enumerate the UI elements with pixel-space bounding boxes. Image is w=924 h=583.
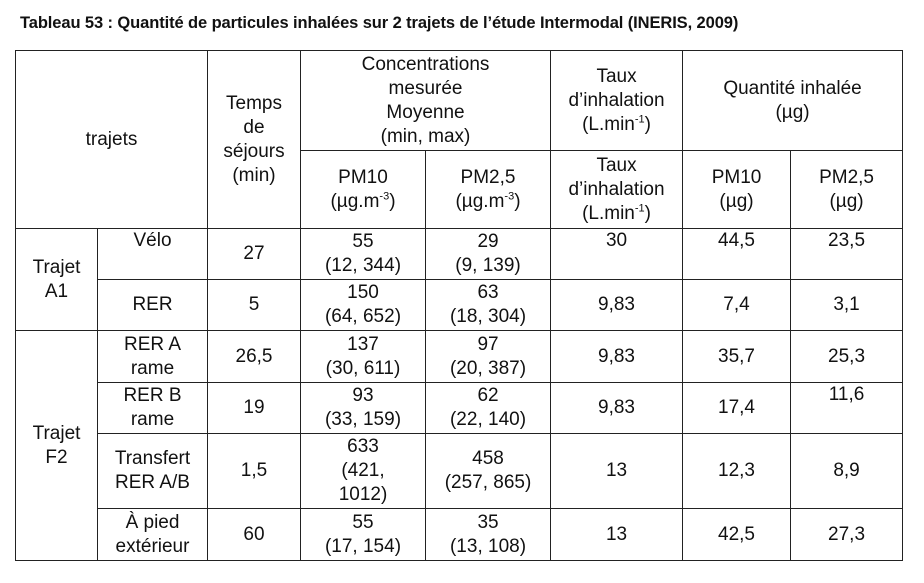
mode-cell: RER A rame	[98, 331, 208, 383]
taux-cell: 9,83	[551, 383, 683, 434]
mode-cell: Transfert RER A/B	[98, 434, 208, 509]
pm10-conc-cell: 55 (17, 154)	[301, 509, 426, 561]
q-pm10-cell: 17,4	[683, 383, 791, 434]
table-row	[16, 229, 903, 280]
table-caption: Tableau 53 : Quantité de particules inhalées sur 2 trajets de l’étude Intermodal (INERIS, 2009)	[20, 14, 739, 32]
pm25-conc-cell: 29 (9, 139)	[426, 229, 551, 280]
q-pm25-cell: 8,9	[791, 434, 903, 509]
table-row	[16, 331, 903, 383]
header-quantite-inhalee: Quantité inhalée (µg)	[683, 51, 903, 151]
q-pm25-cell: 27,3	[791, 509, 903, 561]
table-row	[16, 383, 903, 434]
header-trajets: trajets	[16, 51, 208, 229]
temps-cell: 27	[208, 229, 301, 280]
q-pm10-cell: 12,3	[683, 434, 791, 509]
header-pm10-conc: PM10 $(\mu g.m^{-3})$	[301, 151, 426, 229]
pm25-conc-cell: 62 (22, 140)	[426, 383, 551, 434]
table-row	[16, 509, 903, 561]
particles-table	[15, 50, 903, 561]
taux-cell: 9,83	[551, 280, 683, 331]
q-pm10-cell: 44,5	[683, 229, 791, 280]
header-taux-inhalation-sub: Taux d’inhalation $(L.\min^{-1})$	[551, 151, 683, 229]
q-pm10-cell: 35,7	[683, 331, 791, 383]
taux-cell: 13	[551, 434, 683, 509]
header-taux-inhalation: Taux d’inhalation $(L.\min^{-1})$	[551, 51, 683, 151]
mode-cell: À pied extérieur	[98, 509, 208, 561]
mode-cell: RER B rame	[98, 383, 208, 434]
taux-cell: 30	[551, 229, 683, 280]
pm10-conc-cell: 633 (421, 1012)	[301, 434, 426, 509]
group-trajet-f2: Trajet F2	[16, 331, 98, 561]
temps-cell: 60	[208, 509, 301, 561]
table-row	[16, 434, 903, 509]
temps-cell: 1,5	[208, 434, 301, 509]
header-temps: Temps de séjours (min)	[208, 51, 301, 229]
pm10-conc-cell: 137 (30, 611)	[301, 331, 426, 383]
pm10-conc-cell: 150 (64, 652)	[301, 280, 426, 331]
taux-cell: 9,83	[551, 331, 683, 383]
header-concentrations: Concentrations mesurée Moyenne (min, max)	[301, 51, 551, 151]
temps-cell: 5	[208, 280, 301, 331]
taux-cell: 13	[551, 509, 683, 561]
temps-cell: 19	[208, 383, 301, 434]
header-pm25-conc: PM2,5 $(\mu g.m^{-3})$	[426, 151, 551, 229]
pm25-conc-cell: 35 (13, 108)	[426, 509, 551, 561]
pm10-conc-cell: 55 (12, 344)	[301, 229, 426, 280]
q-pm25-cell: 25,3	[791, 331, 903, 383]
pm25-conc-cell: 63 (18, 304)	[426, 280, 551, 331]
q-pm25-cell: 23,5	[791, 229, 903, 280]
pm25-conc-cell: 97 (20, 387)	[426, 331, 551, 383]
header-pm10-quantite: PM10 (µg)	[683, 151, 791, 229]
mode-cell: RER	[98, 280, 208, 331]
q-pm25-cell: 11,6	[791, 383, 903, 434]
q-pm10-cell: 7,4	[683, 280, 791, 331]
pm25-conc-cell: 458 (257, 865)	[426, 434, 551, 509]
group-trajet-a1: Trajet A1	[16, 229, 98, 331]
q-pm10-cell: 42,5	[683, 509, 791, 561]
header-pm25-quantite: PM2,5 (µg)	[791, 151, 903, 229]
table-row	[16, 280, 903, 331]
pm10-conc-cell: 93 (33, 159)	[301, 383, 426, 434]
temps-cell: 26,5	[208, 331, 301, 383]
mode-cell: Vélo	[98, 229, 208, 280]
q-pm25-cell: 3,1	[791, 280, 903, 331]
